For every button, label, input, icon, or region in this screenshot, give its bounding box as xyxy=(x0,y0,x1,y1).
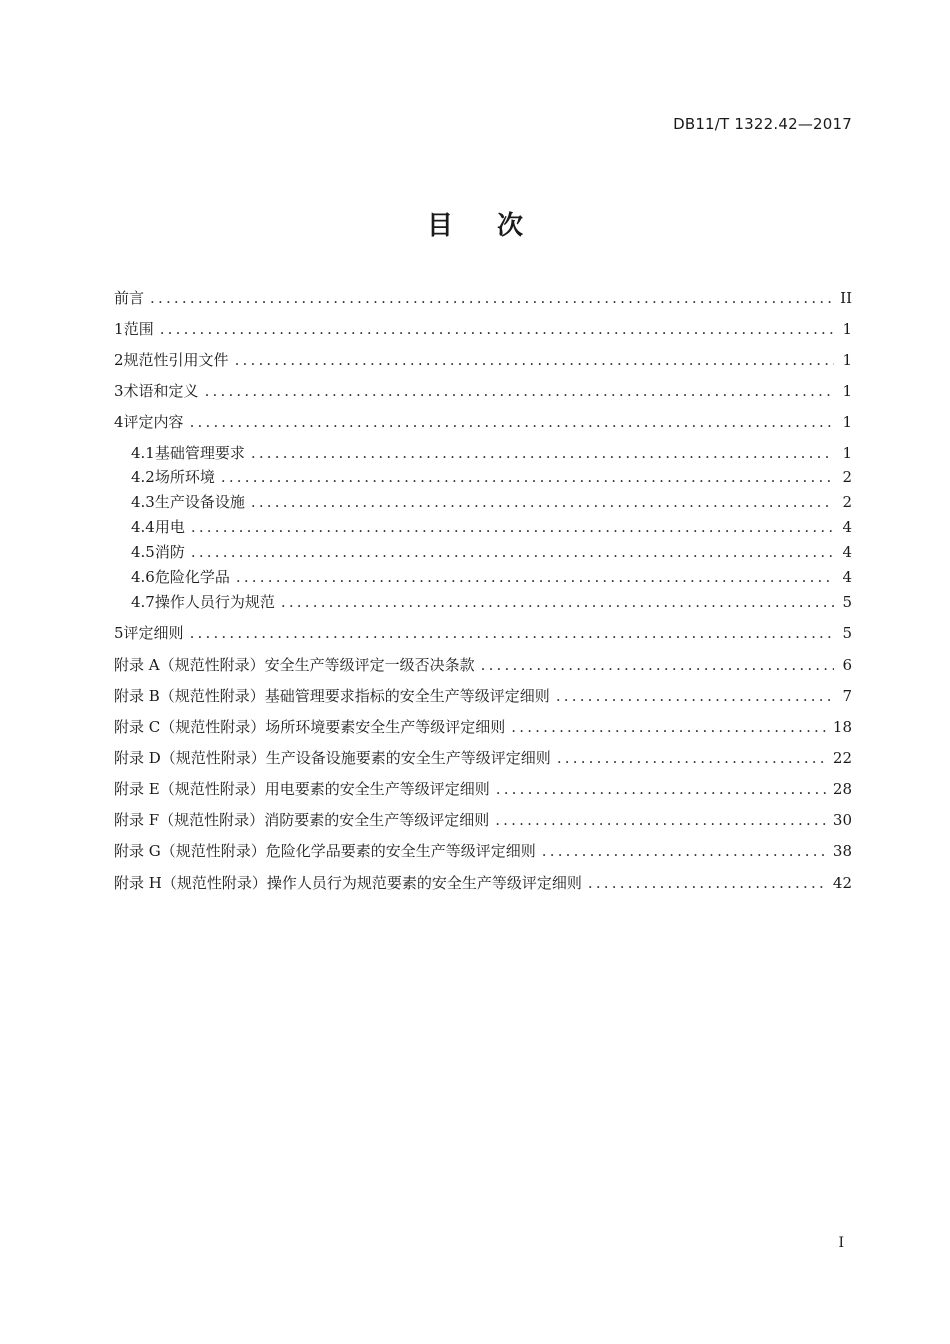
toc-page-number: 2 xyxy=(842,493,852,511)
toc-number: 4.2 xyxy=(131,468,155,486)
dot-leader xyxy=(205,380,834,402)
dot-leader xyxy=(281,591,834,613)
toc-label: 评定内容 xyxy=(123,413,184,431)
footer-page-number: I xyxy=(838,1235,844,1251)
toc-number: 2 xyxy=(114,351,124,369)
toc-number: 4.7 xyxy=(131,593,155,611)
toc-number: 4.1 xyxy=(131,444,155,462)
toc-page-number: 5 xyxy=(842,624,852,642)
toc-entry-annex-c[interactable] xyxy=(114,716,852,738)
toc-page-number: 4 xyxy=(842,518,852,536)
toc-entry-4-6[interactable] xyxy=(131,566,852,588)
dot-leader xyxy=(495,809,827,831)
toc-number: 4.4 xyxy=(131,518,155,536)
toc-label: 范围 xyxy=(123,320,154,338)
toc-page-number: 7 xyxy=(842,687,852,705)
toc-entry-annex-g[interactable] xyxy=(114,840,852,862)
toc-page-number: 1 xyxy=(842,382,852,400)
toc-label: 用电 xyxy=(154,518,185,536)
toc-number: 4.3 xyxy=(131,493,155,511)
dot-leader xyxy=(236,566,834,588)
dot-leader xyxy=(542,840,827,862)
toc-page-number: II xyxy=(840,289,852,307)
toc-page-number: 38 xyxy=(832,842,852,860)
dot-leader xyxy=(190,411,834,433)
toc-number: 4.6 xyxy=(131,568,155,586)
toc-page-number: 42 xyxy=(832,874,852,892)
toc-page-number: 2 xyxy=(842,468,852,486)
toc-page-number: 1 xyxy=(842,413,852,431)
dot-leader xyxy=(251,442,834,464)
toc-label: 消防 xyxy=(154,543,185,561)
toc-label: 术语和定义 xyxy=(123,382,199,400)
toc-entry-5[interactable] xyxy=(114,622,852,644)
toc-entry-annex-b[interactable] xyxy=(114,685,852,707)
dot-leader xyxy=(511,716,827,738)
toc-entry-annex-e[interactable] xyxy=(114,778,852,800)
dot-leader xyxy=(191,516,834,538)
toc-entry-4-5[interactable] xyxy=(131,541,852,563)
page-title xyxy=(0,205,950,242)
dot-leader xyxy=(588,872,827,894)
dot-leader xyxy=(496,778,827,800)
toc-entry-4-3[interactable] xyxy=(131,491,852,513)
toc-number: 5 xyxy=(114,624,124,642)
toc-page-number: 1 xyxy=(842,351,852,369)
toc-entry-2[interactable] xyxy=(114,349,852,371)
dot-leader xyxy=(557,747,827,769)
toc-annex-number: 附录 F（规范性附录） xyxy=(114,811,265,829)
toc-entry-4-2[interactable] xyxy=(131,466,852,488)
toc-page-number: 18 xyxy=(832,718,852,736)
toc-entry-annex-a[interactable] xyxy=(114,654,852,676)
toc-number: 3 xyxy=(114,382,124,400)
dot-leader xyxy=(251,491,834,513)
toc-entry-1[interactable] xyxy=(114,318,852,340)
toc-label: 操作人员行为规范 xyxy=(154,593,275,611)
toc-annex-number: 附录 G（规范性附录） xyxy=(114,842,266,860)
toc-entry-foreword[interactable] xyxy=(114,287,852,309)
dot-leader xyxy=(160,318,834,340)
toc-label: 前言 xyxy=(114,289,145,307)
toc-label: 消防要素的安全生产等级评定细则 xyxy=(264,811,490,829)
toc-entry-annex-f[interactable] xyxy=(114,809,852,831)
toc-page-number: 5 xyxy=(842,593,852,611)
dot-leader xyxy=(190,622,834,644)
toc-annex-number: 附录 D（规范性附录） xyxy=(114,749,266,767)
toc-label: 安全生产等级评定一级否决条款 xyxy=(264,656,475,674)
toc-annex-number: 附录 H（规范性附录） xyxy=(114,874,267,892)
dot-leader xyxy=(221,466,834,488)
toc-entry-3[interactable] xyxy=(114,380,852,402)
toc-entry-annex-h[interactable] xyxy=(114,872,852,894)
toc-number: 4.5 xyxy=(131,543,155,561)
toc-page-number: 6 xyxy=(842,656,852,674)
dot-leader xyxy=(191,541,834,563)
dot-leader xyxy=(235,349,834,371)
toc-label: 场所环境要素安全生产等级评定细则 xyxy=(265,718,506,736)
toc-page-number: 1 xyxy=(842,444,852,462)
toc-entry-4-7[interactable] xyxy=(131,591,852,613)
toc-label: 操作人员行为规范要素的安全生产等级评定细则 xyxy=(266,874,582,892)
toc-entry-4[interactable] xyxy=(114,411,852,433)
toc-annex-number: 附录 E（规范性附录） xyxy=(114,780,265,798)
toc-label: 生产设备设施 xyxy=(154,493,245,511)
dot-leader xyxy=(481,654,834,676)
toc-page-number: 22 xyxy=(832,749,852,767)
title-part-2: 次 xyxy=(497,211,524,241)
toc-page-number: 4 xyxy=(842,543,852,561)
toc-entry-annex-d[interactable] xyxy=(114,747,852,769)
toc-number: 1 xyxy=(114,320,124,338)
toc-label: 场所环境 xyxy=(154,468,215,486)
toc-label: 基础管理要求指标的安全生产等级评定细则 xyxy=(264,687,550,705)
toc-page-number: 30 xyxy=(832,811,852,829)
dot-leader xyxy=(150,287,834,309)
dot-leader xyxy=(556,685,834,707)
toc-page-number: 4 xyxy=(842,568,852,586)
toc-label: 危险化学品要素的安全生产等级评定细则 xyxy=(265,842,536,860)
toc-label: 危险化学品 xyxy=(154,568,230,586)
toc-label: 用电要素的安全生产等级评定细则 xyxy=(264,780,490,798)
toc-label: 生产设备设施要素的安全生产等级评定细则 xyxy=(265,749,551,767)
toc-number: 4 xyxy=(114,413,124,431)
toc-label: 基础管理要求 xyxy=(154,444,245,462)
toc-page-number: 1 xyxy=(842,320,852,338)
toc-label: 评定细则 xyxy=(123,624,184,642)
toc-annex-number: 附录 A（规范性附录） xyxy=(114,656,265,674)
document-code: DB11/T 1322.42—2017 xyxy=(673,115,852,133)
toc-annex-number: 附录 C（规范性附录） xyxy=(114,718,266,736)
toc-entry-4-1[interactable] xyxy=(131,442,852,464)
toc-entry-4-4[interactable] xyxy=(131,516,852,538)
toc-annex-number: 附录 B（规范性附录） xyxy=(114,687,265,705)
title-part-1: 目 xyxy=(426,211,453,241)
toc-page-number: 28 xyxy=(832,780,852,798)
toc-label: 规范性引用文件 xyxy=(123,351,229,369)
